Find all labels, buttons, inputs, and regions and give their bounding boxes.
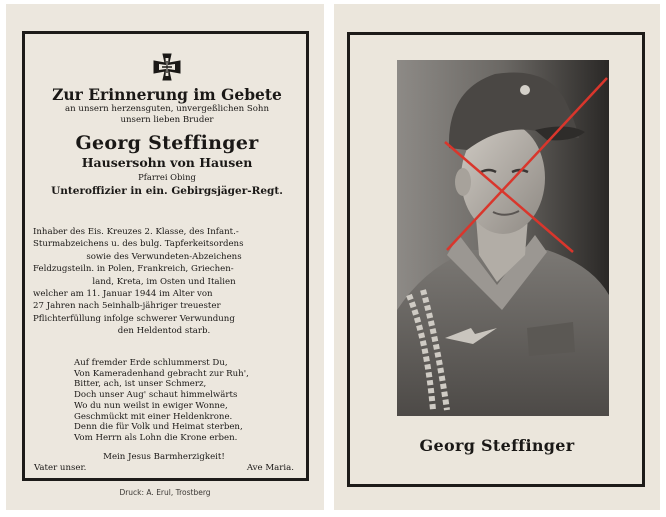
poem-line: Vom Herrn als Lohn die Krone erben.: [74, 432, 238, 443]
memorial-text-card: [6, 4, 324, 510]
poem-line: Bitter, ach, ist unser Schmerz,: [74, 379, 207, 390]
biography-line: den Heldentod starb.: [117, 326, 211, 337]
biography-line: welcher am 11. Januar 1944 im Alter von: [33, 289, 213, 300]
memorial-heading: Zur Erinnerung im Gebete: [52, 85, 282, 104]
memorial-photo-card: [334, 4, 660, 510]
poem-line: Geschmückt mit einer Heldenkrone.: [74, 411, 233, 422]
iron-cross-icon: [152, 52, 182, 82]
poem-line: Wo du nun weilst in ewiger Wonne,: [74, 400, 228, 411]
prayer-line: Mein Jesus Barmherzigkeit!: [103, 452, 225, 462]
printer-credit: Druck: A. Erul, Trostberg: [119, 488, 211, 497]
poem-line: Auf fremder Erde schlummerst Du,: [74, 358, 228, 368]
poem-line: Denn die für Volk und Heimat sterben,: [74, 422, 243, 433]
biography-line: Feldzugsteiln. in Polen, Frankreich, Griechen-: [33, 264, 234, 275]
biography-line: Sturmabzeichens u. des bulg. Tapferkeitsordens: [33, 239, 244, 250]
closing-prayer: [34, 452, 294, 474]
deceased-name: Georg Steffinger: [75, 132, 259, 154]
closing-right: Ave Maria.: [246, 463, 294, 473]
biography-line: land, Kreta, im Osten und Italien: [92, 276, 236, 287]
portrait-drawing: [397, 60, 609, 416]
memorial-poem: [74, 358, 294, 444]
rank-line: Unteroffizier in ein. Gebirgsjäger-Regt.: [51, 185, 283, 197]
intro-line: unsern lieben Bruder: [120, 115, 214, 125]
biography-text: [33, 226, 295, 338]
photo-caption: Georg Steffinger: [419, 436, 575, 455]
intro-line: an unsern herzensguten, unvergeßlichen Sohn: [65, 104, 269, 114]
biography-line: 27 Jahren nach 5einhalb-jähriger treuester: [33, 301, 221, 312]
soldier-portrait-photo: [397, 60, 609, 416]
poem-line: Doch unser Aug' schaut himmelwärts: [74, 390, 238, 401]
biography-line: Pflichterfüllung infolge schwerer Verwundung: [33, 313, 235, 324]
memorial-header: [28, 86, 306, 200]
closing-left: Vater unser.: [34, 463, 87, 473]
parish-line: Pfarrei Obing: [138, 172, 196, 182]
biography-line: sowie des Verwundeten-Abzeichens: [86, 251, 242, 262]
biography-line: Inhaber des Eis. Kreuzes 2. Klasse, des Infant.-: [33, 227, 239, 237]
origin-subtitle: Hausersohn von Hausen: [81, 155, 253, 170]
poem-line: Von Kameradenhand gebracht zur Ruh',: [74, 368, 249, 379]
